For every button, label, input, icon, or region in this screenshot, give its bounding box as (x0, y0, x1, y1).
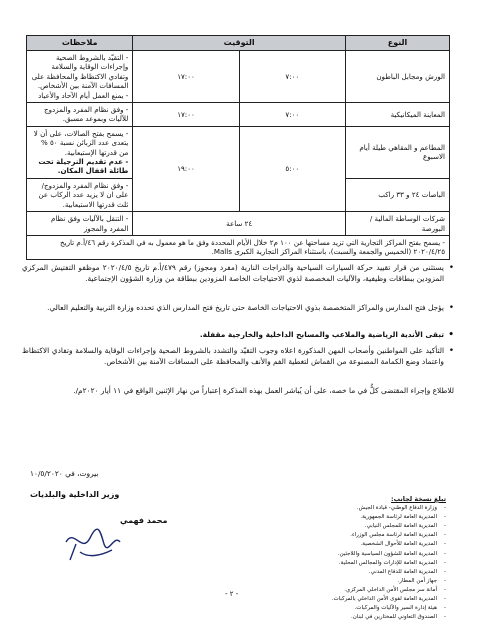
note-line: - عدم تقديم النرجيلة تحت طائلة اقفال المكان. (38, 157, 129, 176)
list-item: - الصندوق التعاوني للمختارين في لبنان. (250, 613, 446, 622)
row-from-time: ٧:٠٠ (239, 51, 345, 103)
row-notes (27, 178, 133, 211)
note-line: - وفق نظام المفرد والمزدوج/ على ان لا يزيد عدد الركاب عن ثلث قدرتها الاستيعابية. (38, 180, 129, 209)
note-line: - وفق نظام المفرد والمزدوج للآليات وبموعد مسبق. (44, 105, 129, 124)
paragraph-text: • يستثنى من قرار تقييد حركة السيارات السياحية والدراجات النارية (مفرد ومجوز) رقم ٤٧٩/أ.م تاريخ ٢٠٢٠/٤/٥ موظفو التفتيش المركزي المزودين ببطاقات وظيفية، والآليات المخصصة لذوي الاحتياجات الخاصة المزودين ببطاقة من وزارة الشؤون الإجتماعية. (22, 263, 454, 284)
row-notes (27, 126, 133, 178)
row-notes (27, 51, 133, 103)
minister-name: محمد فهمي (120, 516, 168, 525)
list-item: - المديرية العامة للأحوال الشخصية. (250, 540, 446, 549)
row-type: المطاعم و المقاهي طيلة أيام الاسبوع (346, 126, 450, 178)
closing-text: للاطلاع وإجراء المقتضى كلٌّ في ما خصه، على أن يُباشر العمل بهذه المذكرة إعتباراً من نهار الإثنين الواقع في ١١ أيار ٢٠٢٠م/. (73, 386, 454, 395)
row-from-time: ٧:٠٠ (239, 103, 345, 127)
table-row (27, 103, 450, 127)
list-item: - وزارة الدفاع الوطني- قيادة الجيش. (250, 504, 446, 513)
list-item: - المديرية العامة لرئاسة الجمهورية. (250, 513, 446, 522)
row-type: الورش ومجابل الباطون (346, 51, 450, 103)
row-notes (27, 212, 133, 236)
note-line: - يمنع العمل أيام الآحاد والأعياد (38, 90, 129, 100)
row-to-time: ١٩:٠٠ (133, 126, 239, 211)
list-item: - المديرية العامة للدفاع المدني. (250, 568, 446, 577)
list-item: - أمانة سر مجلس الأمن الداخلي المركزي. (250, 586, 446, 595)
paragraph-text: • تبقى الأندية الرياضية والملاعب والمسابح الداخلية والخارجية مقفلة. (22, 330, 454, 341)
row-type: شركات الوساطة المالية / البورصة (346, 212, 450, 236)
list-item: - المديرية العامة للشؤون السياسية واللاجئين. (250, 550, 446, 559)
table-header-row (27, 36, 450, 51)
paragraph-2 (22, 303, 454, 314)
row-type: الباصات ٢٤ و ٣٣ راكب (346, 178, 450, 211)
page-number: - ٢ - (225, 590, 239, 598)
copies-distribution (250, 495, 446, 622)
row-type: المعاينة الميكانيكية (346, 103, 450, 127)
paragraph-text: • التأكيد على المواطنين وأصحاب المهن المذكورة اعلاه وجوب التقيّد والتشدد بالشروط الصحية وإجراءات الوقاية والسلامة وتفادي الاكتظاظ واعتماد وضع الكمامة المصنوعة من القماش لتغطية الفم والأنف والمحافظة على المسافات الآمنة بين الأشخاص. (22, 346, 454, 367)
note-line: - التقيّد بالشروط الصحية وإجراءات الوقاية والسلامة وتفادي الاكتظاظ والمحافظة على المسافات الآمنة بين الأشخاص. (31, 53, 129, 91)
closing-paragraph (22, 386, 454, 397)
schedule-table (26, 35, 450, 260)
note-line: - يسمح بفتح الصالات، على أن لا يتعدى عدد الزبائن نسبة ٥٠ % من قدرتها الإستيعابية. (33, 128, 129, 157)
row-timing: ٢٤ ساعة (133, 212, 346, 236)
list-item: - المديرية العامة لرئاسة مجلس الوزراء. (250, 531, 446, 540)
paragraph-1 (22, 263, 454, 284)
list-item: - المديرية العامة للإدارات والمجالس المحلية. (250, 559, 446, 568)
header-notes: ملاحظات (27, 36, 133, 51)
paragraph-4 (22, 346, 454, 367)
row-from-time: ٥:٠٠ (239, 126, 345, 211)
list-item: - جهاز أمن المطار. (250, 577, 446, 586)
date-line: بيروت، في ١٠/٥/٢٠٢٠ (30, 469, 99, 478)
header-timing: التوقيت (133, 36, 346, 51)
row-to-time: ١٧:٠٠ (133, 51, 239, 103)
signature-icon (60, 524, 130, 564)
table-row (27, 212, 450, 236)
list-item: - هيئة إدارة السير والآليات والمركبات. (250, 604, 446, 613)
row-to-time: ١٧:٠٠ (133, 103, 239, 127)
list-item: - المديرية العامة لقوى الأمن الداخلي بالمركبات. (250, 595, 446, 604)
note-line: - التنقل بالآليات وفق نظام المفرد والمجوز (50, 214, 129, 233)
list-item: - المديرية العامة للمجلس النيابي. (250, 522, 446, 531)
header-type: النوع (346, 36, 450, 51)
copies-list (250, 504, 446, 622)
paragraph-3 (22, 330, 454, 341)
table-row (27, 51, 450, 103)
table-footnote-row (27, 235, 450, 259)
table-row (27, 126, 450, 178)
copies-header: تبلغ نسخة لجانب: (391, 495, 446, 503)
paragraph-text: • يؤجل فتح المدارس والمراكز المتخصصة بذوي الاحتياجات الخاصة حتى تاريخ فتح المدارس الذي تحدده وزارة التربية والتعليم العالي. (22, 303, 454, 314)
minister-title: وزير الداخلية والبلديات (30, 490, 120, 499)
table-footnote: - يسمح بفتح المراكز التجارية التي تزيد مساحتها عن ١٠٠ م٢ خلال الأيام المحددة وفق ما هو معمول به في المذكرة رقم ٤٦/أ.م تاريخ ٢٠٢٠/٤/٢٥ (الخميس والجمعة والسبت)، باستثناء المراكز التجارية الكبرى Malls. (27, 235, 450, 259)
row-notes (27, 103, 133, 127)
